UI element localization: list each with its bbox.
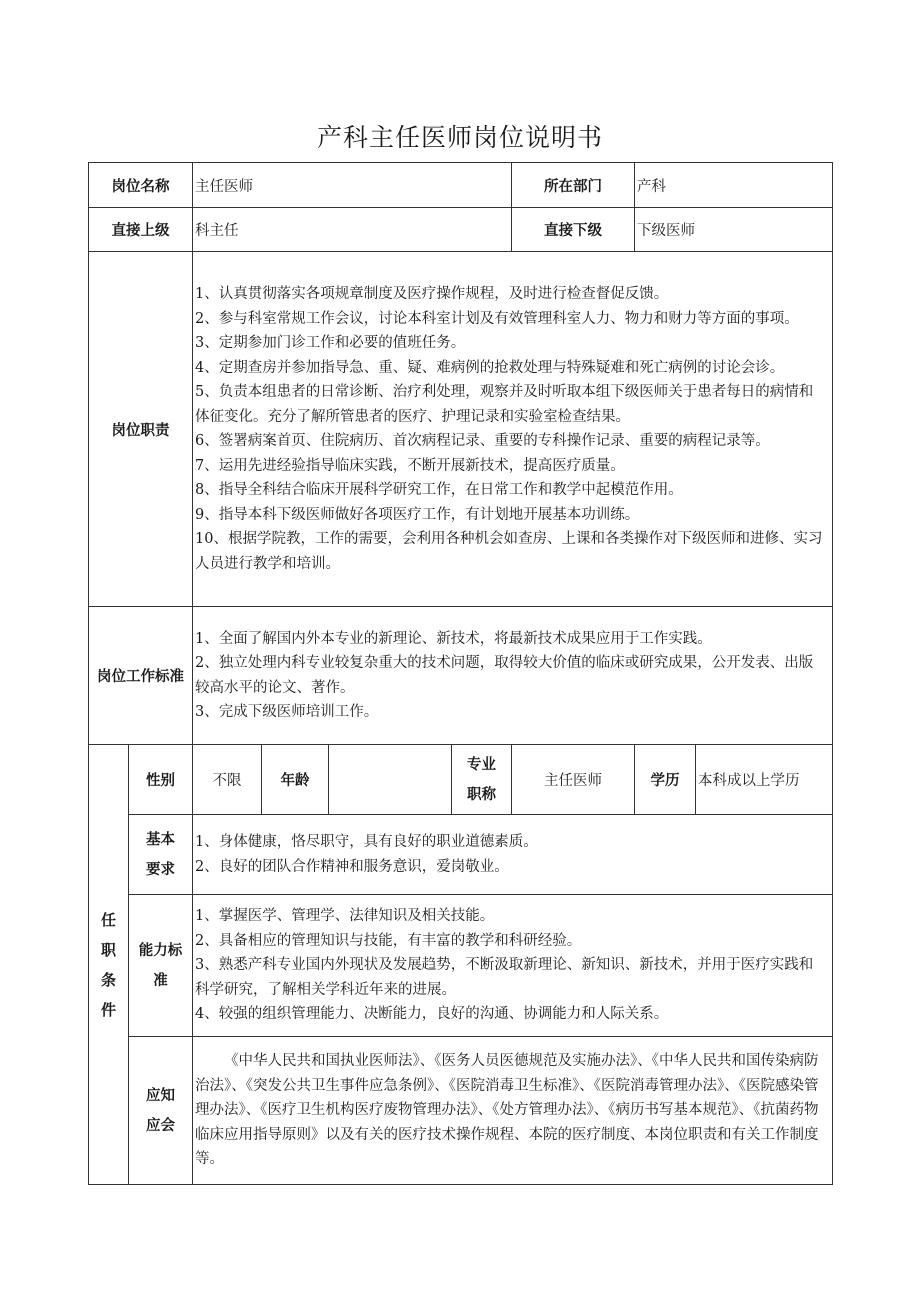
required-knowledge-text: 《中华人民共和国执业医师法》、《医务人员医德规范及实施办法》、《中华人民共和国传染病防治法》、《突发公共卫生事件应急条例》、《医院消毒卫生标准》、《医院消毒管理办法》、《医院感染管理办法》、《医疗卫生机构医疗废物管理办法》、《处方管理办法》、《病历书写基本规范》、《抗菌药物临床应用指导原则》以及有关的医疗技术操作规程、本院的医疗制度、本岗位职责和有关工作制度等。 [193,1037,833,1185]
supervisor-value: 科主任 [193,208,512,252]
department-value: 产科 [635,163,833,208]
row-duties [89,252,833,607]
basic-requirements-label: 基本 要求 [129,815,193,895]
list-item: 4、较强的组织管理能力、决断能力，良好的沟通、协调能力和人际关系。 [195,1006,669,1023]
row-supervisor [89,208,833,252]
list-item: 3、熟悉产科专业国内外现状及发展趋势，不断汲取新理论、新知识、新技术，并用于医疗实践和科学研究，了解相关学科近年来的进展。 [195,957,814,998]
row-basic-requirements [89,815,833,895]
position-name-label: 岗位名称 [89,163,193,208]
standards-list [193,607,833,745]
professional-title-value: 主任医师 [512,745,635,815]
education-label: 学历 [635,745,696,815]
list-item: 6、签署病案首页、住院病历、首次病程记录、重要的专科操作记录、重要的病程记录等。 [195,433,770,449]
row-basic-info [89,745,833,815]
list-item: 1、掌握医学、管理学、法律知识及相关技能。 [195,908,495,925]
list-item: 2、独立处理内科专业较复杂重大的技术问题，取得较大价值的临床或研究成果，公开发表、出版较高水平的论文、著作。 [195,655,814,696]
duties-list [193,252,833,607]
department-label: 所在部门 [512,163,635,208]
age-label: 年龄 [262,745,329,815]
subordinate-label: 直接下级 [512,208,635,252]
required-knowledge-label: 应知 应会 [129,1037,193,1185]
professional-title-label: 专业 职称 [452,745,512,815]
list-item: 1、全面了解国内外本专业的新理论、新技术，将最新技术成果应用于工作实践。 [195,630,712,647]
list-item: 7、运用先进经验指导临床实践，不断开展新技术，提高医疗质量。 [195,457,625,474]
row-required-knowledge [89,1037,833,1185]
row-standards [89,607,833,745]
row-ability-standards [89,895,833,1037]
ability-standards-label: 能力标 准 [129,895,193,1037]
gender-value: 不限 [193,745,262,815]
list-item: 2、具备相应的管理知识与技能，有丰富的教学和科研经验。 [195,932,582,949]
ability-standards-list [193,895,833,1037]
job-description-table [88,162,833,1185]
list-item: 2、良好的团队合作精神和服务意识，爱岗敬业。 [195,858,509,875]
list-item: 2、参与科室常规工作会议，讨论本科室计划及有效管理科室人力、物力和财力等方面的事项。 [195,310,799,327]
position-name-value: 主任医师 [193,163,512,208]
list-item: 3、完成下级医师培训工作。 [195,704,379,720]
standards-label: 岗位工作标准 [89,607,193,745]
education-value: 本科成以上学历 [696,745,833,815]
row-position [89,163,833,208]
list-item: 1、身体健康，恪尽职守，具有良好的职业道德素质。 [195,834,538,850]
subordinate-value: 下级医师 [635,208,833,252]
gender-label: 性别 [129,745,193,815]
list-item: 1、认真贯彻落实各项规章制度及医疗操作规程，及时进行检查督促反馈。 [195,286,669,302]
basic-requirements-list [193,815,833,895]
list-item: 5、负责本组患者的日常诊断、治疗利处理，观察并及时听取本组下级医师关于患者每日的病情和体征变化。充分了解所管患者的医疗、护理记录和实验室检查结果。 [195,384,814,425]
list-item: 10、根据学院教，工作的需要，会利用各种机会如查房、上课和各类操作对下级医师和进修、实习人员进行教学和培训。 [195,531,823,572]
qualifications-label: 任 职 条 件 [89,745,129,1185]
duties-label: 岗位职责 [89,252,193,607]
page-title: 产科主任医师岗位说明书 [316,123,603,152]
age-value [329,745,452,815]
list-item: 9、指导本科下级医师做好各项医疗工作，有计划地开展基本功训练。 [195,506,640,523]
list-item: 3、定期参加门诊工作和必要的值班任务。 [195,335,466,351]
list-item: 4、定期查房并参加指导急、重、疑、难病例的抢救处理与特殊疑难和死亡病例的讨论会诊。 [195,359,785,376]
supervisor-label: 直接上级 [89,208,193,252]
list-item: 8、指导全科结合临床开展科学研究工作，在日常工作和教学中起模范作用。 [195,482,683,498]
